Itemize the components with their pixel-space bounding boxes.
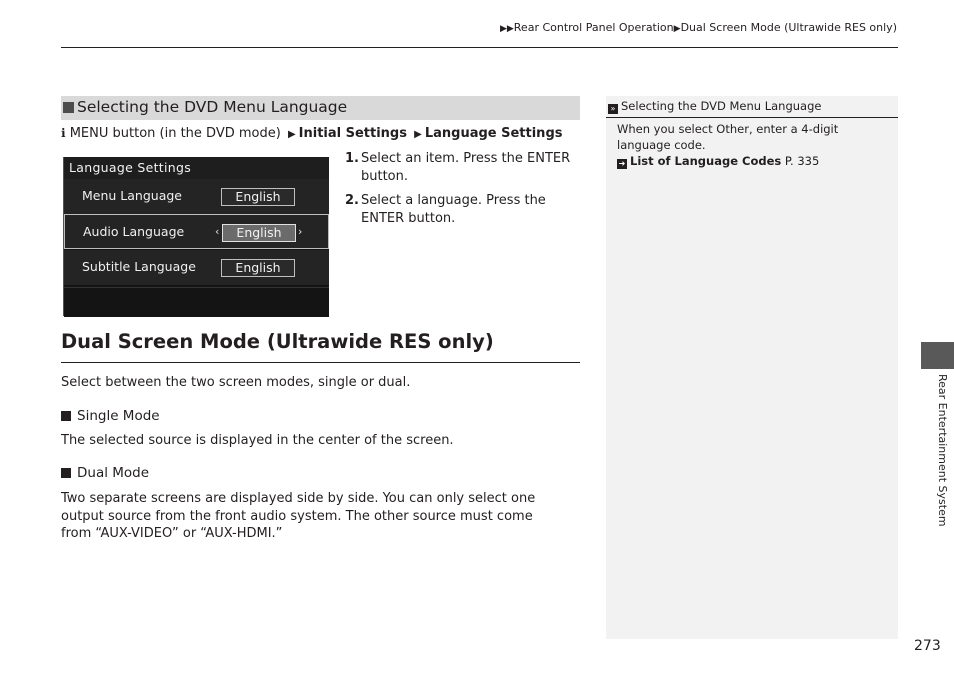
single-mode-heading <box>61 408 160 424</box>
screen-title: Language Settings <box>69 160 192 175</box>
sidebar-text-pre: When you select <box>617 122 717 136</box>
square-bullet-icon <box>61 468 71 478</box>
screen-title-bar <box>64 157 329 179</box>
language-settings-screen <box>63 157 329 316</box>
arrow-right-icon: ➜ <box>618 159 626 168</box>
step-number: 2. <box>345 193 359 208</box>
sidebar-note <box>606 96 898 639</box>
section-title: Selecting the DVD Menu Language <box>77 98 348 116</box>
breadcrumb <box>500 21 897 34</box>
sidebar-link[interactable] <box>617 153 889 169</box>
intro-paragraph: Select between the two screen modes, single or dual. <box>61 375 411 390</box>
dual-mode-paragraph: Two separate screens are displayed side by side. You can only select one output source from the front audio system. The other source must come from “AUX-VIDEO” or “AUX-HDMI.” <box>61 491 536 541</box>
dual-mode-heading <box>61 465 149 481</box>
header-rule <box>61 47 898 48</box>
screen-footer <box>64 287 329 317</box>
step-number: 1. <box>345 151 359 166</box>
row-label: Menu Language <box>82 188 182 203</box>
path-prefix: MENU button (in the DVD mode) <box>69 126 281 141</box>
chevron-left-icon[interactable]: ‹ <box>215 225 220 238</box>
sidebar-rule <box>606 117 898 118</box>
breadcrumb-arrows-icon: ▶▶ <box>499 24 514 34</box>
square-bullet-icon <box>63 102 74 113</box>
square-bullet-icon <box>61 411 71 421</box>
row-value: English <box>221 188 295 206</box>
path-item-initial-settings: Initial Settings <box>298 126 407 141</box>
step-item <box>345 192 580 228</box>
breadcrumb-separator-icon: ▶ <box>673 24 681 34</box>
section-heading: Dual Screen Mode (Ultrawide RES only) <box>61 330 494 353</box>
subtitle-language-row[interactable] <box>64 250 329 285</box>
chevron-right-icon[interactable]: › <box>298 225 303 238</box>
sidebar-link-page[interactable]: P. 335 <box>784 154 820 168</box>
subhead-text: Dual Mode <box>77 465 150 481</box>
page-number: 273 <box>914 638 941 654</box>
menu-language-row[interactable] <box>64 179 329 214</box>
sidebar-text-post: , enter a 4-digit language code. <box>617 122 839 152</box>
single-mode-paragraph: The selected source is displayed in the center of the screen. <box>61 433 454 448</box>
row-label: Subtitle Language <box>82 259 196 274</box>
path-item-language-settings: Language Settings <box>424 126 563 141</box>
sidebar-title <box>608 99 821 114</box>
row-value: English <box>222 224 296 242</box>
breadcrumb-part-1: Rear Control Panel Operation <box>513 21 674 34</box>
sidebar-link-label[interactable]: List of Language Codes <box>630 154 782 168</box>
subhead-text: Single Mode <box>77 408 160 424</box>
path-marker-icon: ℹ <box>61 126 66 140</box>
menu-path <box>61 126 562 141</box>
row-value: English <box>221 259 295 277</box>
breadcrumb-part-2: Dual Screen Mode (Ultrawide RES only) <box>680 21 897 34</box>
sidebar-text-option: Other <box>716 122 749 136</box>
double-chevron-icon: » <box>608 104 618 114</box>
step-text: Select a language. Press the ENTER button. <box>361 193 546 226</box>
chapter-label: Rear Entertainment System <box>936 374 949 527</box>
triangle-right-icon: ▶ <box>287 129 296 140</box>
audio-language-row[interactable] <box>64 214 329 249</box>
step-text: Select an item. Press the ENTER button. <box>361 151 571 184</box>
heading-rule <box>61 362 580 363</box>
step-item <box>345 150 580 186</box>
row-label: Audio Language <box>83 224 185 239</box>
sidebar-title-text: Selecting the DVD Menu Language <box>621 99 822 113</box>
section-header-bar <box>61 96 580 120</box>
triangle-right-icon: ▶ <box>414 129 422 140</box>
sidebar-body <box>617 121 889 169</box>
chapter-tab <box>921 342 954 369</box>
step-list <box>345 150 580 234</box>
